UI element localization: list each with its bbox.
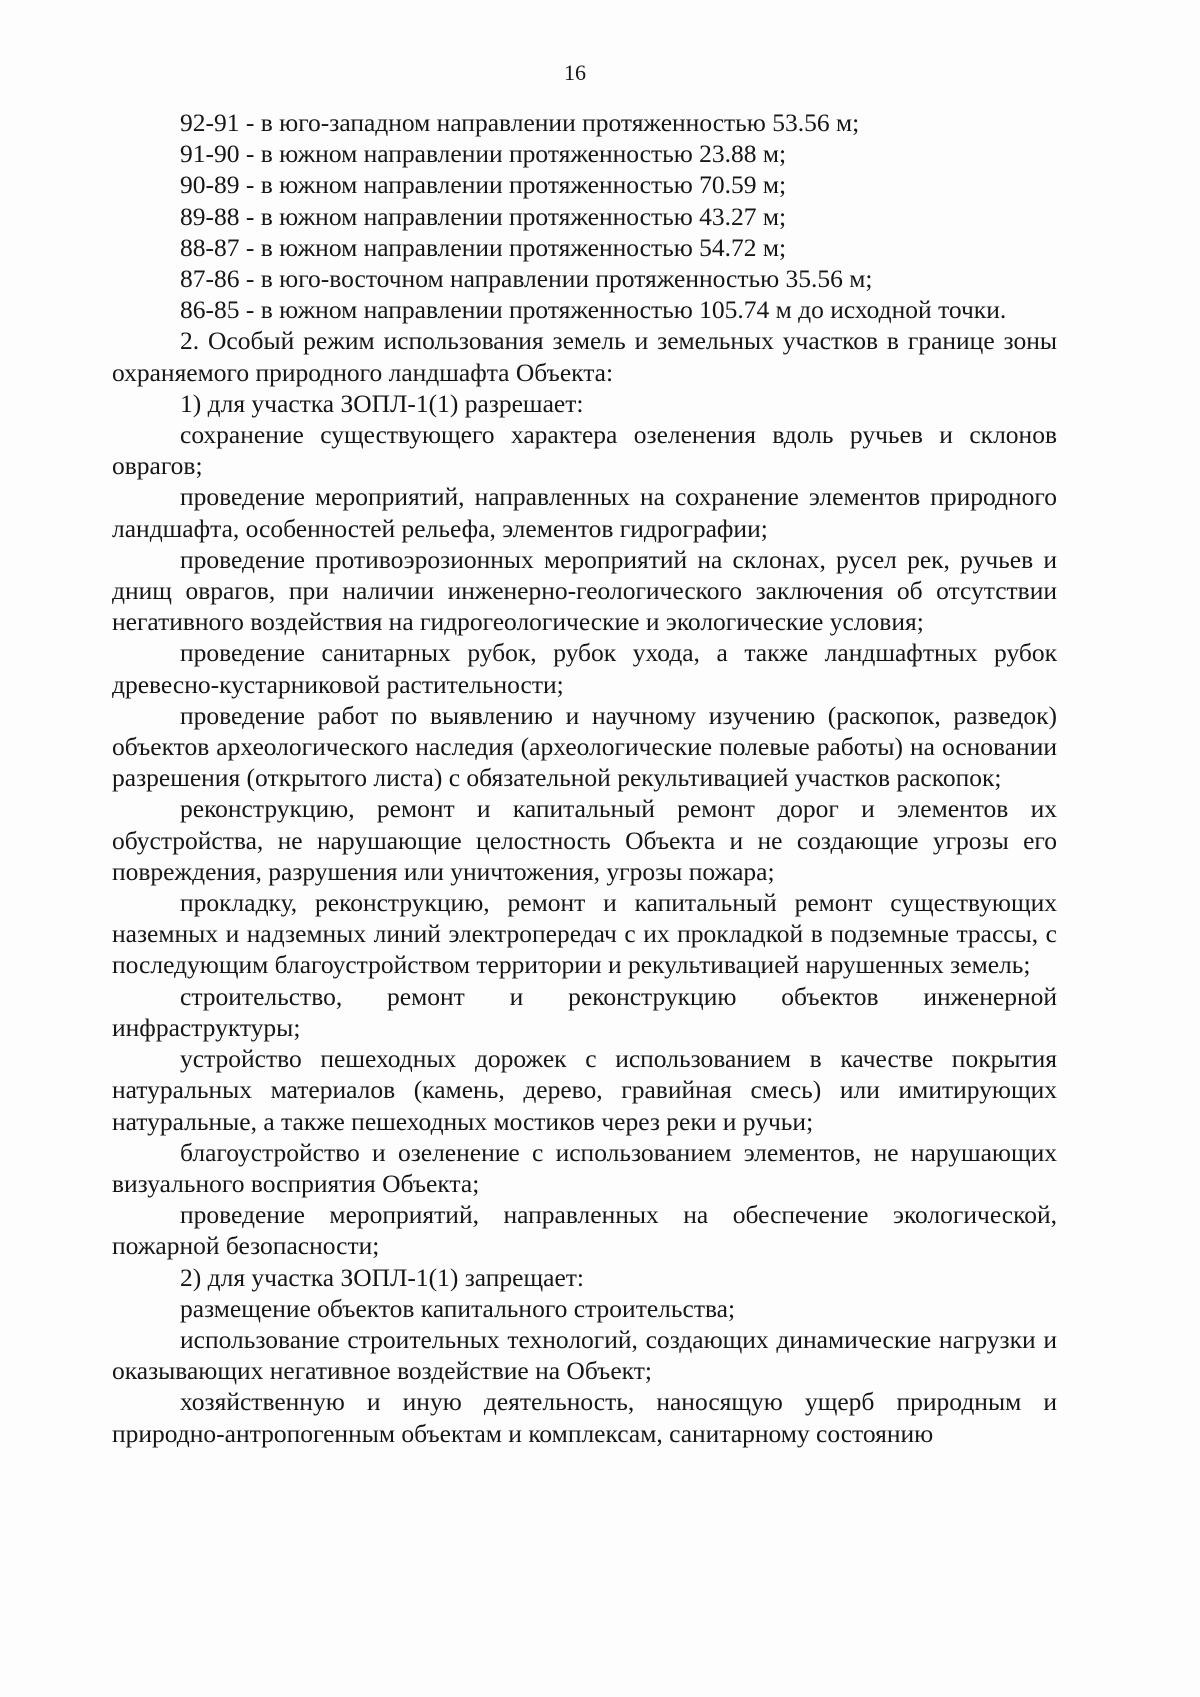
list-item: использование строительных технологий, создающих динамические нагрузки и оказывающих негативное воздействие на Объект; — [112, 1324, 1057, 1386]
list-item: проведение противоэрозионных мероприятий на склонах, русел рек, ручьев и днищ оврагов, при наличии инженерно-геологического заключения об отсутствии негативного воздействия на гидрогеологические и экологические условия; — [112, 544, 1057, 637]
boundary-line: 90-89 - в южном направлении протяженностью 70.59 м; — [180, 170, 787, 200]
boundary-line: 88-87 - в южном направлении протяженностью 54.72 м; — [180, 232, 787, 262]
subsection-heading: 1) для участка ЗОПЛ-1(1) разрешает: — [180, 388, 584, 418]
list-item: размещение объектов капитального строительства; — [180, 1293, 736, 1323]
section-heading: 2. Особый режим использования земель и земельных участков в границе зоны охраняемого природного ландшафта Объекта: — [112, 326, 1057, 387]
boundary-line: 92-91 - в юго-западном направлении протяженностью 53.56 м; — [180, 108, 860, 137]
boundary-line: 87-86 - в юго-восточном направлении протяженностью 35.56 м; — [180, 264, 873, 294]
list-item: проведение мероприятий, направленных на обеспечение экологической, пожарной безопасности; — [112, 1200, 1057, 1261]
document-body — [112, 107, 1057, 1449]
prohibited-list — [112, 1293, 1057, 1449]
page-number: 16 — [564, 60, 586, 85]
boundary-line: 86-85 - в южном направлении протяженностью 105.74 м до исходной точки. — [180, 295, 1007, 325]
list-item: реконструкцию, ремонт и капитальный ремонт дорог и элементов их обустройства, не нарушающие целостность Объекта и не создающие угрозы его повреждения, разрушения или уничтожения, угрозы пожара; — [112, 794, 1057, 886]
boundary-line: 89-88 - в южном направлении протяженностью 43.27 м; — [180, 201, 787, 231]
list-item: сохранение существующего характера озеленения вдоль ручьев и склонов оврагов; — [112, 420, 1057, 481]
subsection-heading: 2) для участка ЗОПЛ-1(1) запрещает: — [180, 1262, 584, 1292]
list-item: благоустройство и озеленение с использованием элементов, не нарушающих визуального восприятия Объекта; — [112, 1137, 1057, 1198]
list-item: устройство пешеходных дорожек с использованием в качестве покрытия натуральных материалов (камень, дерево, гравийная смесь) или имитирующих натуральные, а также пешеходных мостиков через реки и ручьи; — [112, 1044, 1057, 1136]
list-item: прокладку, реконструкцию, ремонт и капитальный ремонт существующих наземных и надземных линий электропередач с их прокладкой в подземные трассы, с последующим благоустройством территории и рекультивацией нарушенных земель; — [112, 888, 1057, 980]
permitted-list — [112, 419, 1057, 1261]
boundary-list — [112, 107, 1057, 325]
list-item: проведение работ по выявлению и научному изучению (раскопок, разведок) объектов археологического наследия (археологические полевые работы) на основании разрешения (открытого листа) с обязательной рекультивацией участков раскопок; — [112, 700, 1057, 793]
list-item: проведение мероприятий, направленных на сохранение элементов природного ландшафта, особенностей рельефа, элементов гидрографии; — [112, 482, 1057, 543]
list-item: строительство, ремонт и реконструкцию объектов инженерной инфраструктуры; — [112, 981, 1057, 1042]
list-item: проведение санитарных рубок, рубок ухода, а также ландшафтных рубок древесно-кустарниковой растительности; — [112, 638, 1057, 699]
boundary-line: 91-90 - в южном направлении протяженностью 23.88 м; — [180, 139, 787, 169]
list-item: хозяйственную и иную деятельность, наносящую ущерб природным и природно-антропогенным объектам и комплексам, санитарному состоянию — [112, 1387, 1057, 1448]
